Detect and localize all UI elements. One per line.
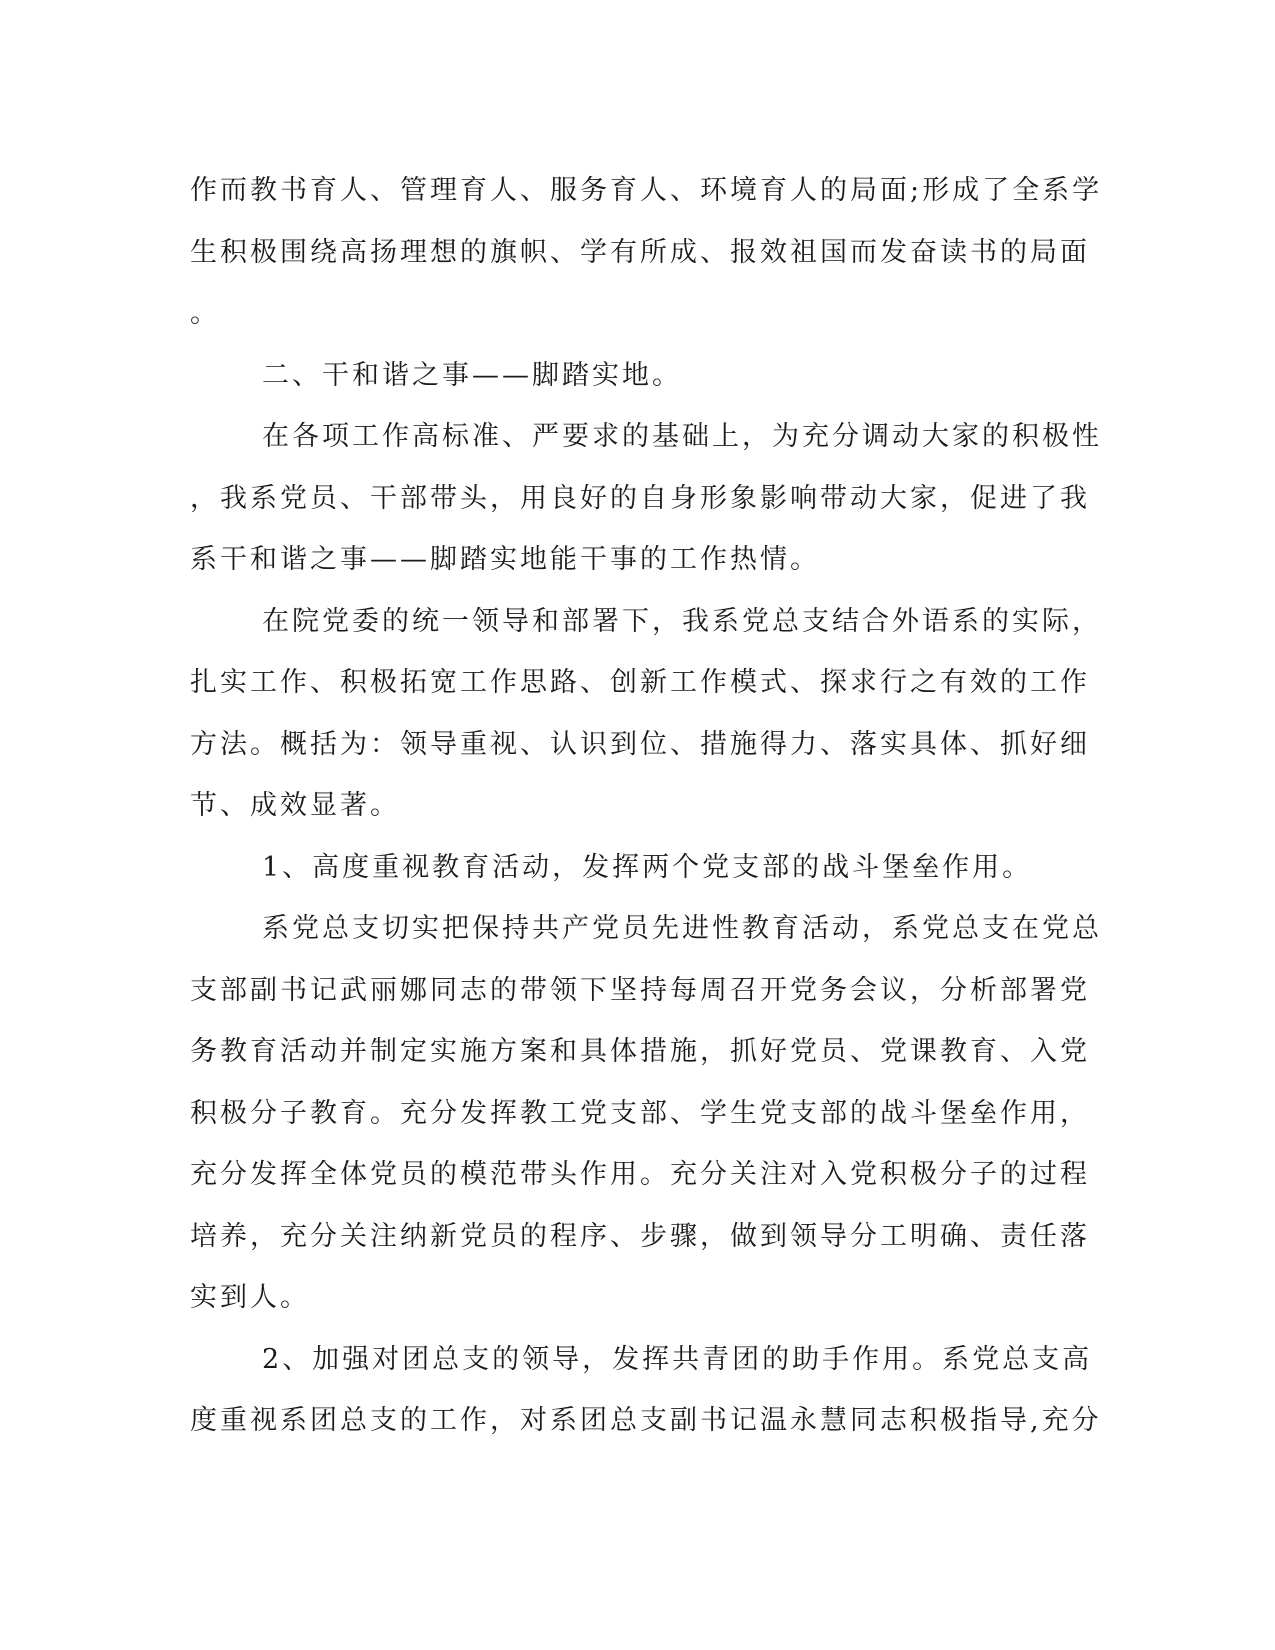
text-line: 支部副书记武丽娜同志的带领下坚持每周召开党务会议，分析部署党 — [190, 974, 1090, 1006]
text-line: 培养，充分关注纳新党员的程序、步骤，做到领导分工明确、责任落 — [190, 1220, 1090, 1252]
text-line: 度重视系团总支的工作，对系团总支副书记温永慧同志积极指导,充分 — [190, 1405, 1102, 1436]
text-line: 方法。概括为：领导重视、认识到位、措施得力、落实具体、抓好细 — [190, 728, 1090, 760]
text-line: 实到人。 — [190, 1282, 310, 1313]
paragraph-start: 在各项工作高标准、严要求的基础上，为充分调动大家的积极性 — [262, 421, 1102, 452]
text-line: 系干和谐之事——脚踏实地能干事的工作热情。 — [190, 544, 820, 575]
section-heading: 二、干和谐之事——脚踏实地。 — [262, 359, 682, 391]
text-line: 充分发挥全体党员的模范带头作用。充分关注对入党积极分子的过程 — [190, 1159, 1090, 1190]
paragraph-start: 系党总支切实把保持共产党员先进性教育活动，系党总支在党总 — [262, 913, 1102, 944]
paragraph-start: 在院党委的统一领导和部署下，我系党总支结合外语系的实际， — [262, 605, 1102, 637]
text-line: 扎实工作、积极拓宽工作思路、创新工作模式、探求行之有效的工作 — [190, 667, 1090, 698]
text-line: 生积极围绕高扬理想的旗帜、学有所成、报效祖国而发奋读书的局面 — [190, 236, 1090, 268]
text-line: 节、成效显著。 — [190, 790, 400, 821]
numbered-heading: 1、高度重视教育活动，发挥两个党支部的战斗堡垒作用。 — [262, 851, 1033, 883]
text-line: 务教育活动并制定实施方案和具体措施，抓好党员、党课教育、入党 — [190, 1036, 1090, 1067]
text-line: 积极分子教育。充分发挥教工党支部、学生党支部的战斗堡垒作用， — [190, 1097, 1090, 1129]
text-line: 作而教书育人、管理育人、服务育人、环境育人的局面;形成了全系学 — [190, 175, 1103, 206]
text-line: ，我系党员、干部带头，用良好的自身形象影响带动大家，促进了我 — [190, 482, 1090, 514]
text-line: 。 — [190, 298, 220, 329]
document-body — [190, 160, 1103, 1452]
numbered-heading: 2、加强对团总支的领导，发挥共青团的助手作用。系党总支高 — [262, 1343, 1093, 1375]
